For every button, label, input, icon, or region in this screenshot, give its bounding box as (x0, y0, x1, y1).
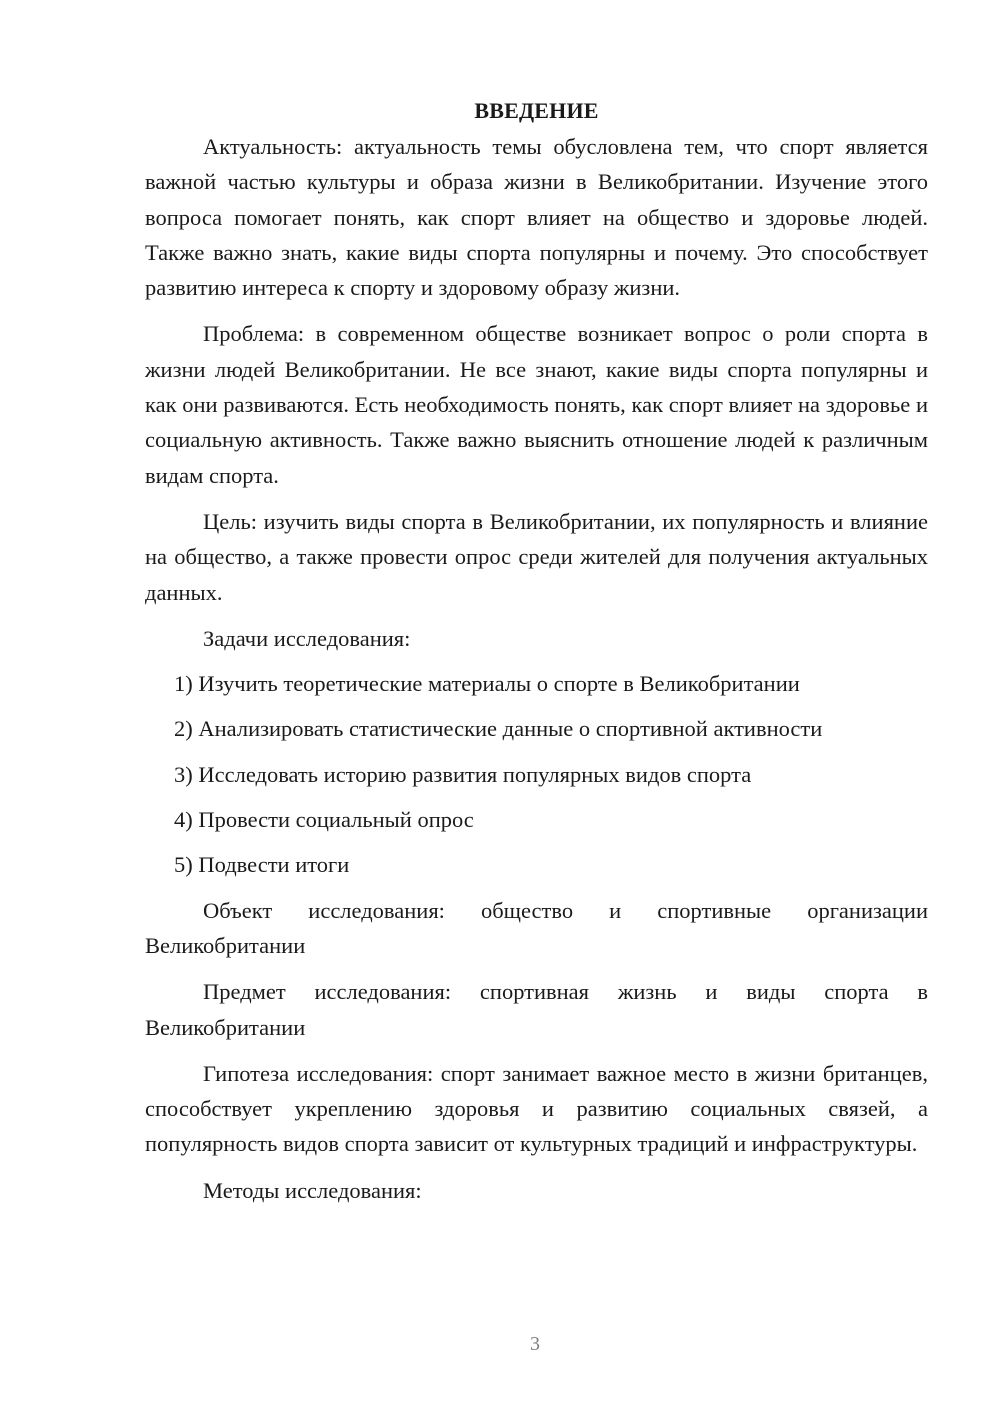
object-paragraph: Объект исследования: общество и спортивные организации Великобритании (145, 897, 928, 958)
task-item-3: 3) Исследовать историю развития популярных видов спорта (174, 761, 752, 787)
task-item-4: 4) Провести социальный опрос (174, 807, 474, 833)
hypothesis-paragraph: Гипотеза исследования: спорт занимает важное место в жизни британцев, способствует укреплению здоровья и развитию социальных связей, а популярность видов спорта зависит от культурных традиций и инфраструктуры. (145, 1060, 928, 1157)
methods-title: Методы исследования: (203, 1177, 422, 1203)
task-item-1: 1) Изучить теоретические материалы о спорте в Великобритании (174, 671, 800, 697)
problem-paragraph: Проблема: в современном обществе возникает вопрос о роли спорта в жизни людей Великобритании. Не все знают, какие виды спорта популярны и как они развиваются. Есть необходимость понять, как спорт влияет на здоровье и социальную активность. Также важно выяснить отношение людей к различным видам спорта. (145, 321, 928, 488)
section-heading: ВВЕДЕНИЕ (474, 98, 599, 123)
page-number: 3 (530, 1333, 540, 1355)
tasks-title: Задачи исследования: (203, 625, 411, 651)
task-item-2: 2) Анализировать статистические данные о спортивной активности (174, 716, 823, 742)
subject-paragraph: Предмет исследования: спортивная жизнь и виды спорта в Великобритании (145, 979, 928, 1040)
relevance-paragraph: Актуальность: актуальность темы обусловлена тем, что спорт является важной частью культуры и образа жизни в Великобритании. Изучение этого вопроса помогает понять, как спорт влияет на общество и здоровье людей. Также важно знать, какие виды спорта популярны и почему. Это способствует развитию интереса к спорту и здоровому образу жизни. (145, 134, 928, 301)
goal-paragraph: Цель: изучить виды спорта в Великобритании, их популярность и влияние на общество, а также провести опрос среди жителей для получения актуальных данных. (145, 508, 928, 605)
page-body (145, 93, 928, 1218)
task-item-5: 5) Подвести итоги (174, 852, 350, 878)
tasks-list (145, 666, 928, 882)
